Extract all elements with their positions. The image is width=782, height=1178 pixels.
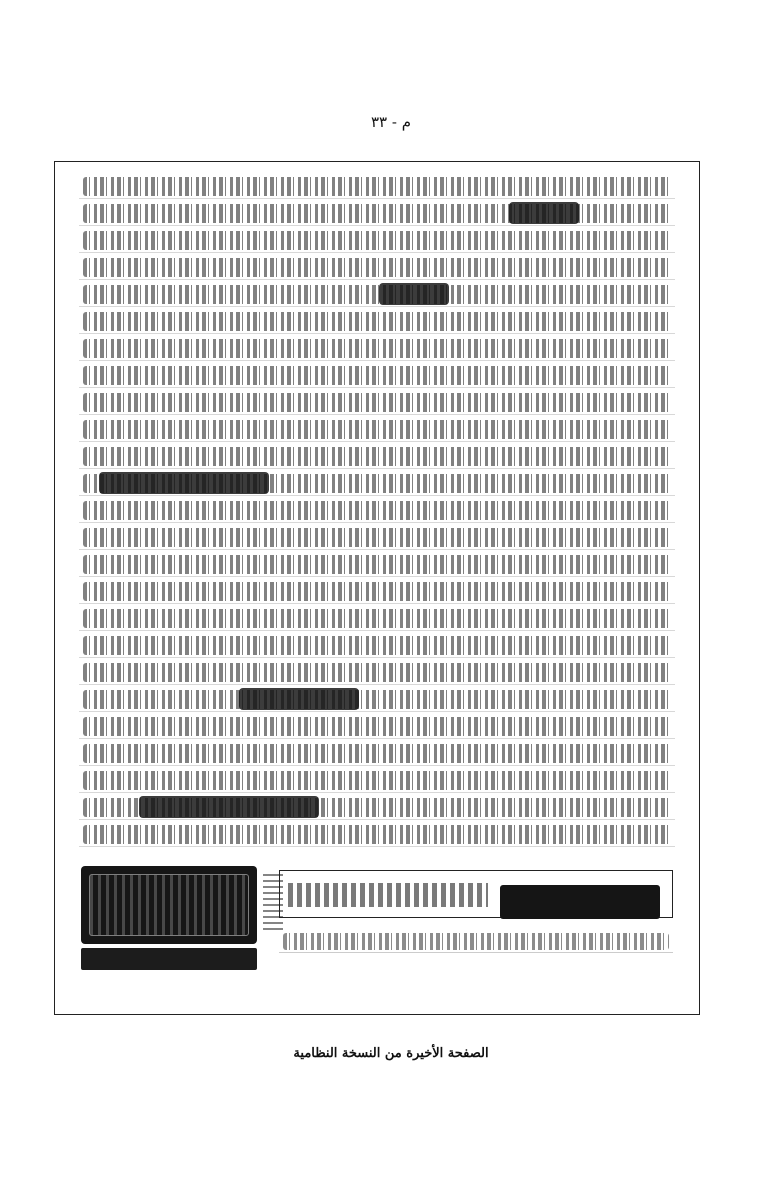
manuscript-line bbox=[79, 363, 675, 388]
ornamental-seal bbox=[81, 866, 257, 944]
manuscript-line bbox=[79, 822, 675, 847]
manuscript-line bbox=[79, 795, 675, 820]
manuscript-line bbox=[79, 309, 675, 334]
manuscript-line bbox=[79, 525, 675, 550]
manuscript-line bbox=[79, 228, 675, 253]
manuscript-line bbox=[79, 336, 675, 361]
manuscript-page-image bbox=[54, 161, 700, 1015]
manuscript-line bbox=[79, 660, 675, 685]
manuscript-line bbox=[79, 390, 675, 415]
manuscript-line bbox=[79, 201, 675, 226]
manuscript-line bbox=[79, 768, 675, 793]
manuscript-line bbox=[79, 606, 675, 631]
manuscript-text-block bbox=[79, 174, 675, 1004]
manuscript-line bbox=[79, 471, 675, 496]
manuscript-line bbox=[79, 417, 675, 442]
manuscript-footer bbox=[79, 862, 675, 980]
announcement-heading-calligraphy bbox=[500, 885, 660, 919]
manuscript-line bbox=[79, 714, 675, 739]
manuscript-line bbox=[79, 498, 675, 523]
page-number: م - ٣٣ bbox=[370, 113, 412, 131]
colophon-line bbox=[279, 930, 673, 953]
figure-caption: الصفحة الأخيرة من النسخة النظامية bbox=[293, 1046, 489, 1061]
manuscript-line bbox=[79, 282, 675, 307]
manuscript-line bbox=[79, 687, 675, 712]
manuscript-line bbox=[79, 579, 675, 604]
manuscript-line bbox=[79, 444, 675, 469]
manuscript-line bbox=[79, 633, 675, 658]
manuscript-line bbox=[79, 255, 675, 280]
manuscript-line bbox=[79, 174, 675, 199]
manuscript-line bbox=[79, 552, 675, 577]
manuscript-line bbox=[79, 741, 675, 766]
seal-strip bbox=[81, 948, 257, 970]
announcement-box bbox=[279, 870, 673, 918]
